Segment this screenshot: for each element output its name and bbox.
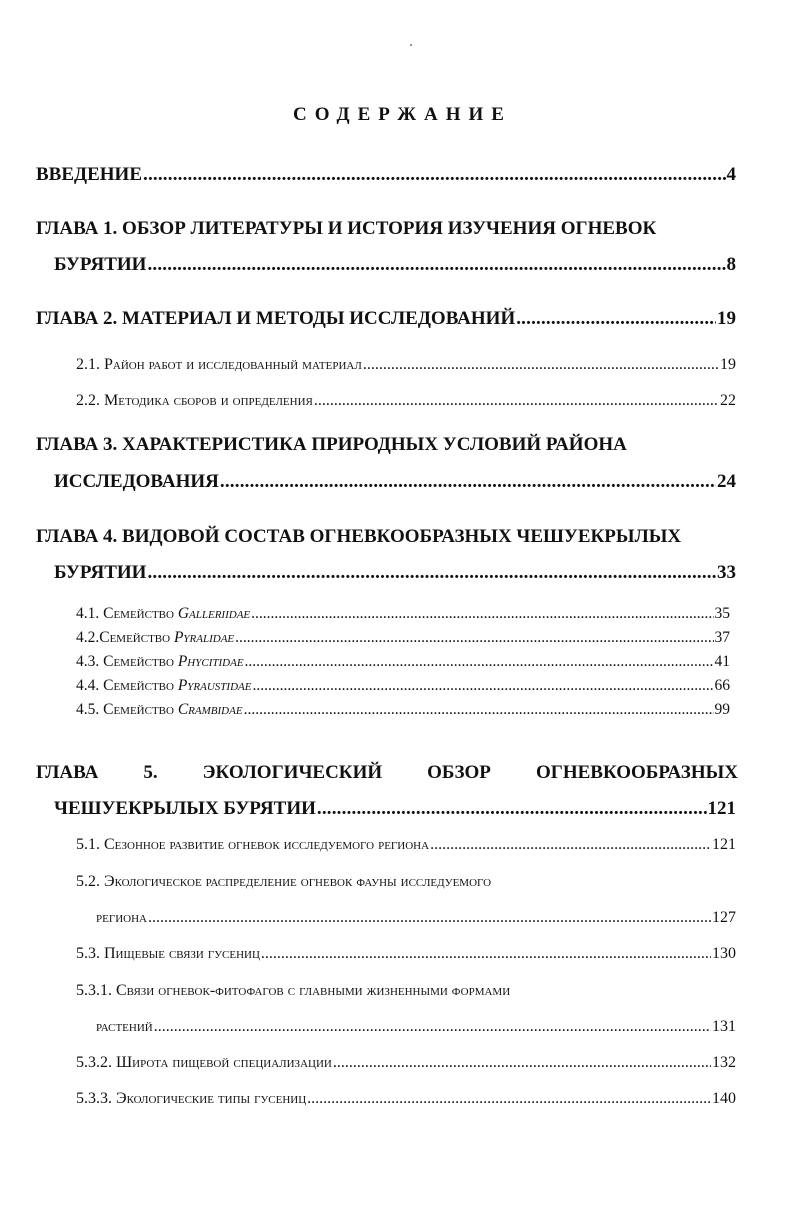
toc-entry-chapter-1[interactable] <box>54 254 736 276</box>
toc-leader <box>261 945 711 963</box>
toc-page: 140 <box>712 1090 736 1107</box>
toc-chapter-5-line1[interactable] <box>36 762 738 784</box>
toc-leader <box>516 308 716 330</box>
heading-word: 5. <box>143 762 158 783</box>
toc-entry-2-1[interactable] <box>76 356 736 374</box>
toc-label: растений <box>96 1018 153 1035</box>
heading-word: ОБЗОР <box>427 762 491 783</box>
toc-page: 121 <box>712 836 736 853</box>
toc-entry-4-2[interactable] <box>76 629 730 647</box>
toc-entry-4-1[interactable] <box>76 605 730 623</box>
toc-label: региона <box>96 909 147 926</box>
family-name: Pyraustidae <box>177 677 252 694</box>
toc-label: ВВЕДЕНИЕ <box>36 164 142 185</box>
toc-leader <box>220 471 716 493</box>
toc-entry-4-3[interactable] <box>76 653 730 671</box>
toc-label: 4.3. Семейство Phycitidae <box>76 653 244 670</box>
toc-label: 5.3.3. Экологические типы гусениц <box>76 1090 307 1107</box>
toc-leader <box>251 605 713 623</box>
toc-label: 5.2. Экологическое распределение огневок фауны исследуемого <box>76 873 492 890</box>
toc-page: 132 <box>712 1054 736 1071</box>
toc-leader <box>245 653 714 671</box>
toc-leader <box>244 701 714 719</box>
toc-label: 4.1. Семейство Galleriidae <box>76 605 251 622</box>
toc-leader <box>147 562 716 584</box>
toc-entry-5-3-3[interactable] <box>76 1090 736 1108</box>
toc-entry-chapter-3[interactable] <box>54 471 736 493</box>
toc-label: 4.4. Семейство Pyraustidae <box>76 677 252 694</box>
toc-leader <box>235 629 713 647</box>
toc-entry-5-3-1-line1[interactable] <box>76 982 510 1000</box>
toc-leader <box>333 1054 711 1072</box>
toc-label: ИССЛЕДОВАНИЯ <box>54 471 219 492</box>
toc-label: 5.3. Пищевые связи гусениц <box>76 945 260 962</box>
toc-label: БУРЯТИИ <box>54 562 147 583</box>
toc-page: 130 <box>712 945 736 962</box>
toc-label: 5.3.2. Широта пищевой специализации <box>76 1054 332 1071</box>
toc-leader <box>252 677 713 695</box>
toc-leader <box>317 798 707 820</box>
toc-page: 127 <box>712 909 736 926</box>
toc-label: ГЛАВА 2. МАТЕРИАЛ И МЕТОДЫ ИССЛЕДОВАНИЙ <box>36 308 516 329</box>
toc-leader <box>314 392 719 410</box>
toc-label: 2.1. Район работ и исследованный материал <box>76 356 362 373</box>
toc-page: 4 <box>726 164 736 185</box>
toc-page: 37 <box>714 629 730 646</box>
scan-speck <box>410 44 412 46</box>
toc-page: 66 <box>714 677 730 694</box>
toc-entry-5-3-2[interactable] <box>76 1054 736 1072</box>
heading-word: ЭКОЛОГИЧЕСКИЙ <box>202 762 383 783</box>
toc-page: 22 <box>720 392 736 409</box>
toc-page: 121 <box>707 798 736 819</box>
toc-leader <box>430 836 711 854</box>
toc-entry-chapter-2[interactable] <box>36 308 736 330</box>
toc-leader <box>154 1018 711 1036</box>
toc-leader <box>363 356 719 374</box>
toc-label: 5.3.1. Связи огневок-фитофагов с главными жизненными формами <box>76 982 511 999</box>
toc-leader <box>307 1090 711 1108</box>
toc-entry-2-2[interactable] <box>76 392 736 410</box>
toc-page: 19 <box>717 308 736 329</box>
toc-entry-chapter-5[interactable] <box>54 798 736 820</box>
toc-page: 99 <box>714 701 730 718</box>
toc-leader <box>147 254 725 276</box>
page-title: СОДЕРЖАНИЕ <box>293 104 512 125</box>
family-name: Phycitidae <box>177 653 244 670</box>
heading-word: ОГНЕВКООБРАЗНЫХ <box>535 762 738 783</box>
toc-entry-4-5[interactable] <box>76 701 730 719</box>
toc-page: 41 <box>714 653 730 670</box>
toc-chapter-4-line1[interactable]: ГЛАВА 4. ВИДОВОЙ СОСТАВ ОГНЕВКООБРАЗНЫХ ЧЕШУЕКРЫЛЫХ <box>36 526 682 547</box>
family-name: Crambidae <box>177 701 243 718</box>
toc-entry-5-2[interactable] <box>96 909 736 927</box>
toc-label: БУРЯТИИ <box>54 254 147 275</box>
toc-page: 33 <box>717 562 736 583</box>
toc-entry-5-3-1[interactable] <box>96 1018 736 1036</box>
toc-entry-chapter-4[interactable] <box>54 562 736 584</box>
toc-page: 24 <box>717 471 736 492</box>
toc-page: 131 <box>712 1018 736 1035</box>
toc-entry-4-4[interactable] <box>76 677 730 695</box>
toc-leader <box>143 164 726 186</box>
toc-entry-5-1[interactable] <box>76 836 736 854</box>
toc-page: 19 <box>720 356 736 373</box>
family-name: Galleriidae <box>177 605 251 622</box>
toc-chapter-1-line1[interactable]: ГЛАВА 1. ОБЗОР ЛИТЕРАТУРЫ И ИСТОРИЯ ИЗУЧЕНИЯ ОГНЕВОК <box>36 218 657 239</box>
toc-label: 2.2. Методика сборов и определения <box>76 392 313 409</box>
toc-label: 5.1. Сезонное развитие огневок исследуемого региона <box>76 836 430 853</box>
family-name: Pyralidae <box>173 629 235 646</box>
toc-page: 35 <box>714 605 730 622</box>
toc-leader <box>148 909 711 927</box>
toc-label: 4.5. Семейство Crambidae <box>76 701 243 718</box>
heading-word: ГЛАВА <box>36 762 99 783</box>
toc-entry-intro[interactable] <box>36 164 736 186</box>
toc-label: ЧЕШУЕКРЫЛЫХ БУРЯТИИ <box>54 798 316 819</box>
toc-chapter-3-line1[interactable]: ГЛАВА 3. ХАРАКТЕРИСТИКА ПРИРОДНЫХ УСЛОВИЙ РАЙОНА <box>36 434 627 455</box>
toc-entry-5-2-line1[interactable] <box>76 873 491 891</box>
toc-label: 4.2.Семейство Pyralidae <box>76 629 235 646</box>
toc-entry-5-3[interactable] <box>76 945 736 963</box>
toc-page: 8 <box>726 254 736 275</box>
